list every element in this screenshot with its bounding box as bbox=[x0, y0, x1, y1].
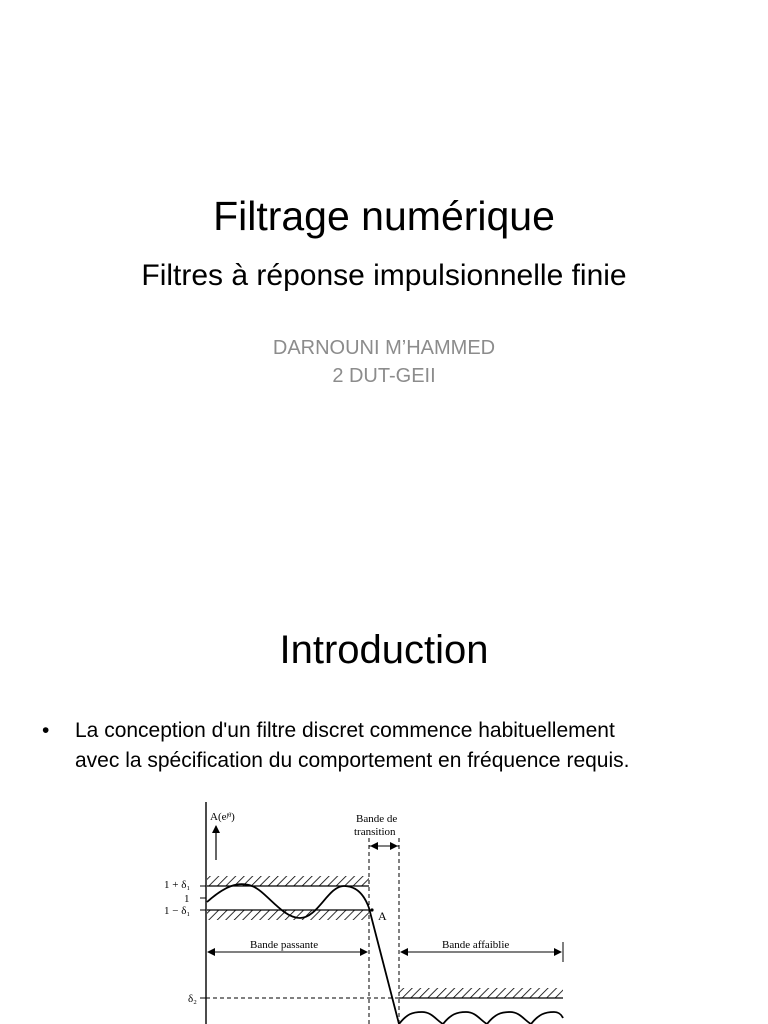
label-1-plus-delta1: 1 + δ₁ bbox=[164, 879, 191, 891]
stopband-label: Bande affaiblie bbox=[442, 939, 510, 951]
slide-subtitle: Filtres à réponse impulsionnelle finie bbox=[141, 259, 627, 292]
label-1: 1 bbox=[184, 893, 190, 905]
frequency-response-curve bbox=[207, 884, 563, 1024]
y-axis-label: A(eʲᶿ) bbox=[210, 811, 235, 823]
bullet-marker: • bbox=[42, 719, 50, 742]
filter-template-diagram bbox=[160, 790, 580, 1024]
intro-title: Introduction bbox=[279, 628, 489, 672]
introduction-slide bbox=[0, 512, 768, 1024]
author-name: DARNOUNI M’HAMMED bbox=[272, 337, 496, 359]
label-delta2: δ₂ bbox=[188, 993, 198, 1005]
passband-label: Bande passante bbox=[250, 939, 319, 951]
point-a-label: A bbox=[378, 909, 387, 923]
bullet-line-2: avec la spécification du comportement en fréquence requis. bbox=[75, 749, 630, 772]
stopband-tolerance-band bbox=[399, 988, 563, 998]
transition-label-2: transition bbox=[354, 826, 396, 838]
author-class: 2 DUT-GEII bbox=[332, 365, 436, 387]
upper-tolerance-band bbox=[207, 876, 369, 886]
bullet-text bbox=[75, 716, 735, 776]
bullet-line-1: La conception d'un filtre discret commence habituellement bbox=[75, 719, 615, 742]
label-1-minus-delta1: 1 − δ₁ bbox=[164, 905, 191, 917]
point-a-marker bbox=[370, 908, 373, 911]
author-block bbox=[0, 334, 768, 390]
slide-title: Filtrage numérique bbox=[213, 193, 555, 239]
transition-label-1: Bande de bbox=[356, 813, 398, 825]
